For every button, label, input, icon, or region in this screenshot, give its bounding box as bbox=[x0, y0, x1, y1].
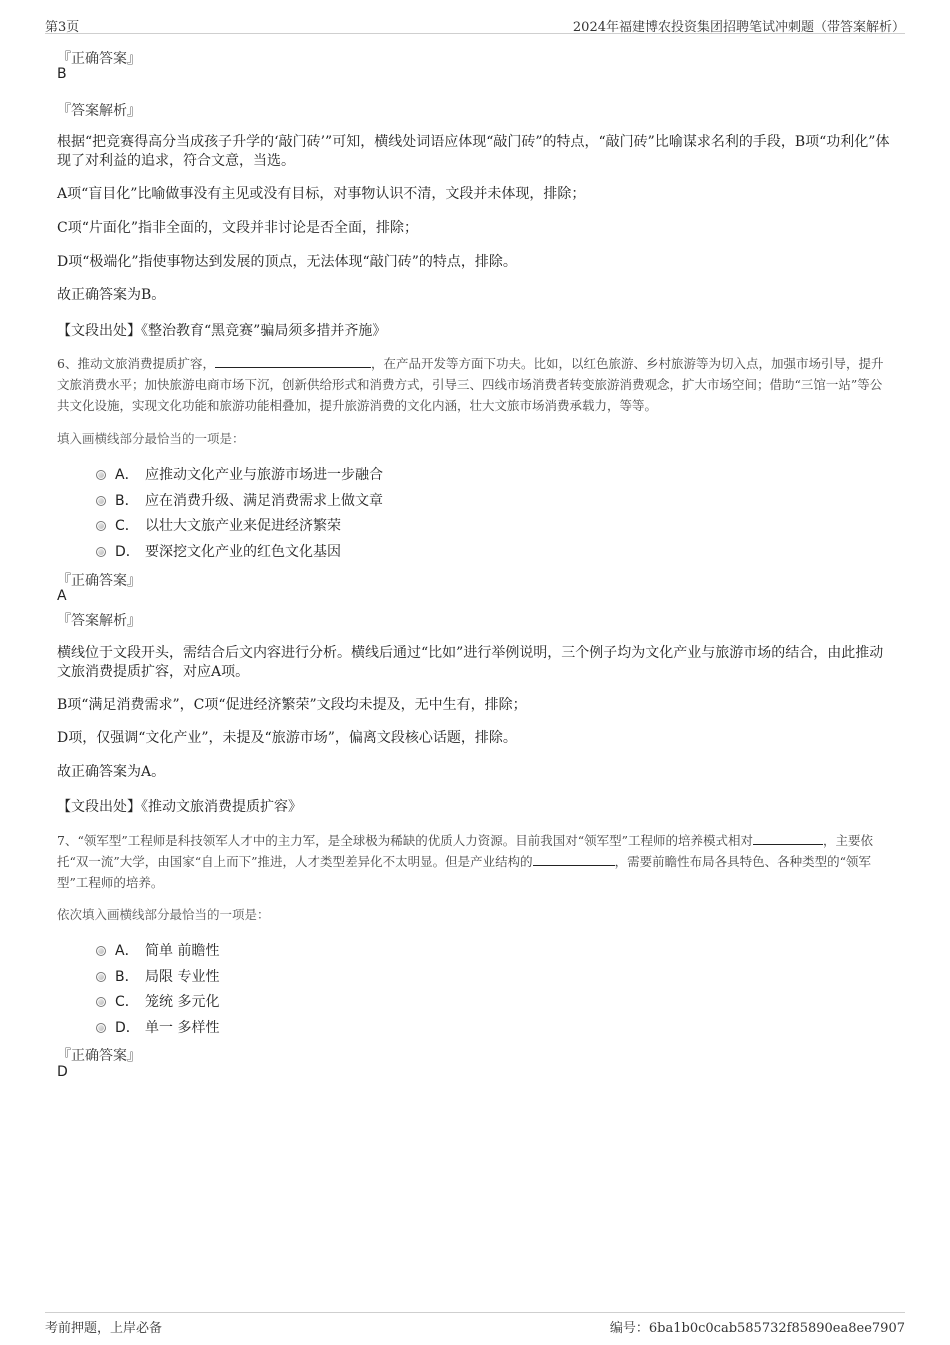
correct-answer: A bbox=[57, 588, 67, 604]
analysis-paragraph: A项“盲目化”比喻做事没有主见或没有目标，对事物认识不清，文段并未体现，排除； bbox=[57, 186, 586, 202]
stem-text: ，在产品开发等方面下功夫。比如，以红色旅游、乡村旅游等为切入点，加强市场引导，提升文旅消费水平；加快旅游电商市场下沉，创新供给形式和消费方式，引导三、四线市场消费者转变旅游消费观念，扩大市场空间；借助“三馆一站”等公共文化设施，实现文化功能和旅游功能相叠加，提升旅游消费的文化内涵，壮大文旅市场消费承载力，等等。 bbox=[57, 356, 884, 413]
correct-answer-label: 『正确答案』 bbox=[57, 51, 141, 67]
radio-icon[interactable] bbox=[96, 547, 106, 557]
option-letter: C． bbox=[115, 994, 139, 1010]
document-title: 2024年福建博农投资集团招聘笔试冲刺题（带答案解析） bbox=[572, 20, 905, 35]
radio-icon[interactable] bbox=[96, 946, 106, 956]
analysis-paragraph: D项“极端化”指使事物达到发展的顶点，无法体现“敲门砖”的特点，排除。 bbox=[57, 254, 517, 270]
stem-text: ，需要前瞻性布局各具特色、各种类型的“领军型”工程师的培养。 bbox=[57, 854, 871, 890]
stem-text: 7、“领军型”工程师是科技领军人才中的主力军，是全球极为稀缺的优质人力资源。目前我国对“领军型”工程师的培养模式相对 bbox=[57, 833, 754, 848]
passage-source: 【文段出处】《整治教育“黑竞赛”骗局须多措并齐施》 bbox=[57, 323, 387, 339]
document-id: 编号：6ba1b0c0cab585732f85890ea8ee7907 bbox=[609, 1321, 905, 1336]
analysis-paragraph: 故正确答案为A。 bbox=[57, 764, 166, 780]
radio-icon[interactable] bbox=[96, 521, 106, 531]
option-text: 要深挖文化产业的红色文化基因 bbox=[145, 544, 341, 560]
correct-answer-label: 『正确答案』 bbox=[57, 573, 141, 589]
option-text: 以壮大文旅产业来促进经济繁荣 bbox=[145, 518, 341, 534]
page-footer bbox=[45, 1312, 905, 1334]
analysis-paragraph: C项“片面化”指非全面的，文段并非讨论是否全面，排除； bbox=[57, 220, 419, 236]
question-prompt: 填入画横线部分最恰当的一项是： bbox=[57, 431, 245, 446]
option-letter: B． bbox=[115, 969, 139, 985]
question-stem bbox=[57, 353, 892, 416]
passage-source: 【文段出处】《推动文旅消费提质扩容》 bbox=[57, 799, 302, 815]
question-stem bbox=[57, 830, 892, 893]
radio-icon[interactable] bbox=[96, 1023, 106, 1033]
option-letter: B． bbox=[115, 493, 139, 509]
analysis-label: 『答案解析』 bbox=[57, 613, 141, 629]
option-letter: D． bbox=[115, 1020, 140, 1036]
option-text: 单一 多样性 bbox=[145, 1020, 220, 1036]
radio-icon[interactable] bbox=[96, 997, 106, 1007]
page-number: 第3页 bbox=[45, 20, 80, 35]
radio-icon[interactable] bbox=[96, 972, 106, 982]
option-text: 笼统 多元化 bbox=[145, 994, 220, 1010]
radio-icon[interactable] bbox=[96, 496, 106, 506]
analysis-paragraph: D项，仅强调“文化产业”，未提及“旅游市场”，偏离文段核心话题，排除。 bbox=[57, 730, 517, 746]
option-letter: C． bbox=[115, 518, 139, 534]
analysis-paragraph: 故正确答案为B。 bbox=[57, 287, 166, 303]
analysis-paragraph: B项“满足消费需求”，C项“促进经济繁荣”文段均未提及，无中生有，排除； bbox=[57, 697, 527, 713]
stem-text: ，主要依托“双一流”大学，由国家“自上而下”推进，人才类型差异化不太明显。但是产业结构的 bbox=[57, 833, 874, 869]
option-letter: A． bbox=[115, 943, 139, 959]
fill-blank bbox=[215, 354, 371, 368]
option-text: 应推动文化产业与旅游市场进一步融合 bbox=[145, 467, 383, 483]
correct-answer-label: 『正确答案』 bbox=[57, 1048, 141, 1064]
fill-blank bbox=[533, 852, 615, 866]
correct-answer: D bbox=[57, 1064, 68, 1080]
fill-blank bbox=[753, 831, 823, 845]
analysis-label: 『答案解析』 bbox=[57, 103, 141, 119]
page-header bbox=[45, 14, 905, 34]
analysis-paragraph: 根据“把竞赛得高分当成孩子升学的‘敲门砖’”可知，横线处词语应体现“敲门砖”的特点，“敲门砖”比喻谋求名利的手段，B项“功利化”体现了对利益的追求，符合文意，当选。 bbox=[57, 134, 890, 169]
question-prompt: 依次填入画横线部分最恰当的一项是： bbox=[57, 907, 270, 922]
correct-answer: B bbox=[57, 66, 67, 82]
option-text: 应在消费升级、满足消费需求上做文章 bbox=[145, 493, 383, 509]
option-letter: A． bbox=[115, 467, 139, 483]
footer-slogan: 考前押题，上岸必备 bbox=[45, 1321, 163, 1336]
option-text: 局限 专业性 bbox=[145, 969, 220, 985]
analysis-paragraph: 横线位于文段开头，需结合后文内容进行分析。横线后通过“比如”进行举例说明，三个例子均为文化产业与旅游市场的结合，由此推动文旅消费提质扩容，对应A项。 bbox=[57, 645, 884, 680]
option-text: 简单 前瞻性 bbox=[145, 943, 220, 959]
option-letter: D． bbox=[115, 544, 140, 560]
radio-icon[interactable] bbox=[96, 470, 106, 480]
stem-text: 6、推动文旅消费提质扩容， bbox=[57, 356, 215, 371]
